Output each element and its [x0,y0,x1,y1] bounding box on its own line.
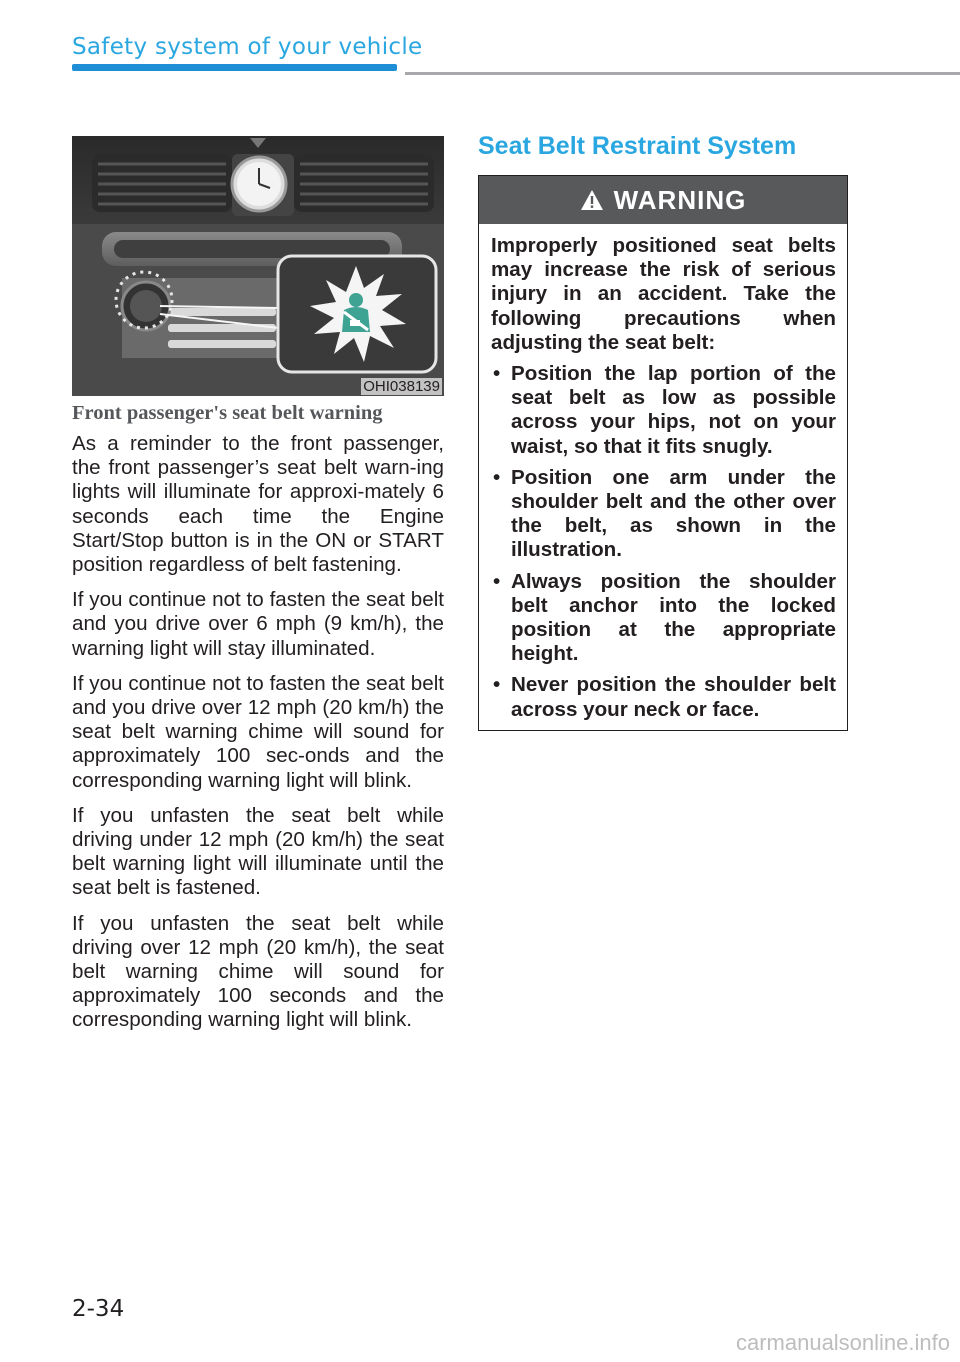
section-title: Safety system of your vehicle [72,34,423,60]
body-paragraph: If you unfasten the seat belt while driving over 12 mph (20 km/h), the seat belt warning chime will sound for approximately 100 seconds and the corresponding warning light will blink. [72,911,444,1032]
warning-item-text: Position one arm under the shoulder belt and the other over the belt, as shown in the illustration. [511,465,836,562]
bullet-glyph: • [493,673,501,697]
bullet-glyph: • [493,362,501,386]
header-accent-bar [72,64,397,71]
body-paragraph: If you continue not to fasten the seat belt and you drive over 12 mph (20 km/h) the seat belt warning chime will sound for approximately 100 sec-onds and the corresponding warning light will blink. [72,671,444,792]
warning-list-item [491,362,836,459]
warning-list-item [491,673,836,721]
warning-list [491,362,836,722]
section-heading: Seat Belt Restraint System [478,132,797,160]
warning-triangle-icon [580,189,604,211]
warning-list-item [491,570,836,667]
warning-intro: Improperly positioned seat belts may increase the risk of serious injury in an accident. Take the following precautions when adjusting the seat belt: [491,234,836,354]
warning-box [478,175,848,731]
warning-header [479,176,847,224]
warning-list-item [491,466,836,563]
page-number: 2-34 [72,1296,125,1322]
body-paragraph: If you continue not to fasten the seat belt and you drive over 6 mph (9 km/h), the warning light will stay illuminated. [72,588,444,660]
body-paragraph: If you unfasten the seat belt while driving under 12 mph (20 km/h) the seat belt warning light will illuminate until the seat belt is fastened. [72,803,444,900]
warning-item-text: Position the lap portion of the seat belt as low as possible across your hips, not on your waist, so that it fits snugly. [511,362,836,458]
image-code-label: OHI038139 [363,378,440,395]
warning-label: WARNING [613,184,747,215]
warning-item-text: Never position the shoulder belt across your neck or face. [511,673,836,721]
bullet-glyph: • [493,569,501,593]
warning-item-text: Always position the shoulder belt anchor into the locked position at the appropriate height. [511,569,836,666]
warning-body [479,224,847,722]
body-text-column [72,432,444,1044]
header-rule [405,72,960,75]
dashboard-drawing [72,136,444,396]
dashboard-illustration [72,136,444,396]
watermark: carmanualsonline.info [735,1330,950,1355]
figure-caption: Front passenger's seat belt warning [72,402,383,424]
bullet-glyph: • [493,465,501,489]
body-paragraph: As a reminder to the front passenger, the front passenger’s seat belt warn-ing lights will illuminate for approxi-mately 6 seconds each time the Engine Start/Stop button is in the ON or START position regardless of belt fastening. [72,432,444,577]
